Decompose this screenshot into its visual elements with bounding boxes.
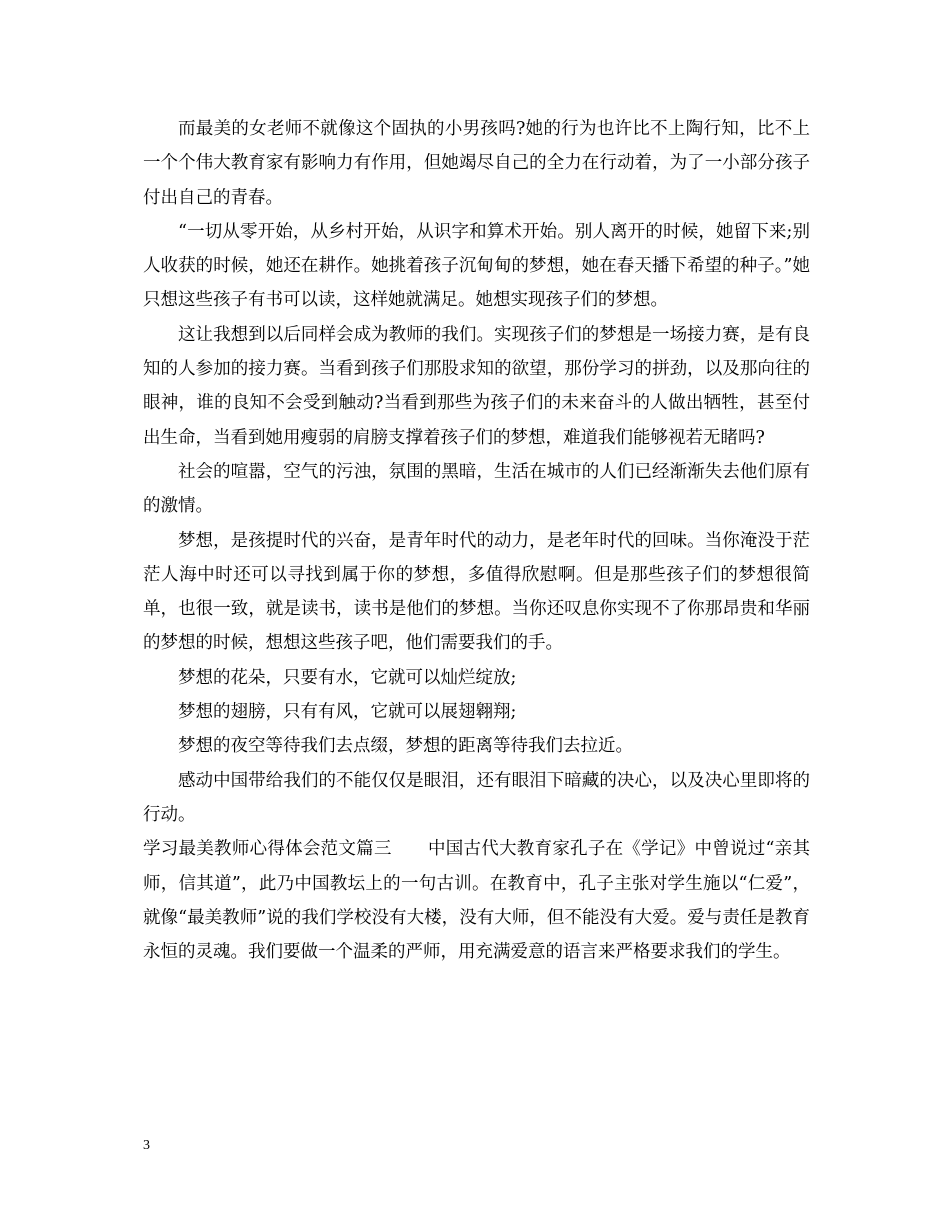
paragraph-5: 梦想，是孩提时代的兴奋，是青年时代的动力，是老年时代的回味。当你淹没于茫茫人海中时还可以寻找到属于你的梦想，多值得欣慰啊。但是那些孩子们的梦想很简单，也很一致，就是读书，读书是他们的梦想。当你还叹息你实现不了你那昂贵和华丽的梦想的时候，想想这些孩子吧，他们需要我们的手。 bbox=[143, 530, 810, 654]
paragraph-2: “一切从零开始，从乡村开始，从识字和算术开始。别人离开的时候，她留下来;别人收获的时候，她还在耕作。她挑着孩子沉甸甸的梦想，她在春天播下希望的种子。”她只想这些孩子有书可以读，这样她就满足。她想实现孩子们的梦想。 bbox=[143, 221, 810, 311]
paragraph-9: 感动中国带给我们的不能仅仅是眼泪，还有眼泪下暗藏的决心，以及决心里即将的行动。 bbox=[143, 770, 810, 825]
page-number: 3 bbox=[143, 1138, 150, 1153]
section-body: 中国古代大教育家孔子在《学记》中曾说过“亲其师，信其道”，此乃中国教坛上的一句古训。在教育中，孔子主张对学生施以“仁爱”，就像“最美教师”说的我们学校没有大楼，没有大师，但不能没有大爱。爱与责任是教育永恒的灵魂。我们要做一个温柔的严师，用充满爱意的语言来严格要求我们的学生。 bbox=[143, 839, 810, 963]
paragraph-6: 梦想的花朵，只要有水，它就可以灿烂绽放; bbox=[178, 667, 517, 688]
paragraph-7: 梦想的翅膀，只有有风，它就可以展翅翱翔; bbox=[178, 702, 517, 723]
paragraph-1: 而最美的女老师不就像这个固执的小男孩吗?她的行为也许比不上陶行知，比不上一个个伟大教育家有影响力有作用，但她竭尽自己的全力在行动着，为了一小部分孩子付出自己的青春。 bbox=[143, 119, 810, 208]
paragraph-8: 梦想的夜空等待我们去点缀，梦想的距离等待我们去拉近。 bbox=[178, 736, 633, 757]
paragraph-3: 这让我想到以后同样会成为教师的我们。实现孩子们的梦想是一场接力赛，是有良知的人参加的接力赛。当看到孩子们那股求知的欲望，那份学习的拼劲，以及那向往的眼神，谁的良知不会受到触动?当看到那些为孩子们的未来奋斗的人做出牺牲，甚至付出生命，当看到她用瘦弱的肩膀支撑着孩子们的梦想，难道我们能够视若无睹吗? bbox=[143, 324, 810, 448]
paragraph-4: 社会的喧嚣，空气的污浊，氛围的黑暗，生活在城市的人们已经渐渐失去他们原有的激情。 bbox=[143, 461, 810, 517]
document-body bbox=[143, 112, 810, 969]
section-paragraph bbox=[143, 832, 810, 969]
section-heading: 学习最美教师心得体会范文篇三 bbox=[143, 839, 392, 860]
